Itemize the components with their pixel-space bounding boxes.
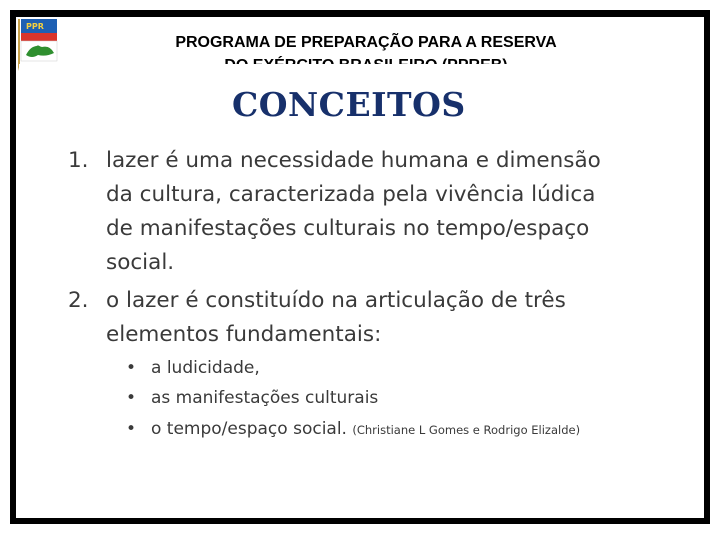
bullet-symbol: •	[126, 388, 137, 408]
list-item-number: 1.	[68, 148, 89, 173]
list-item-line: da cultura, caracterizada pela vivência lúdica	[106, 182, 596, 207]
emblem-text: PPR	[26, 22, 44, 31]
bullet-text: as manifestações culturais	[151, 388, 379, 408]
slide	[16, 17, 704, 518]
list-item-text	[106, 144, 666, 280]
section-title: CONCEITOS	[232, 85, 466, 124]
header-title-line-1: PROGRAMA DE PREPARAÇÃO PARA A RESERVA	[175, 34, 557, 51]
header-title	[86, 31, 646, 61]
list-item-line: lazer é uma necessidade humana e dimensão	[106, 148, 601, 173]
bullet-text-with-citation	[151, 418, 580, 441]
list-item-text	[106, 284, 666, 352]
list-item-number: 2.	[68, 288, 89, 313]
list-item-line: elementos fundamentais:	[106, 322, 382, 347]
citation: (Christiane L Gomes e Rodrigo Elizalde)	[352, 423, 581, 437]
list-item-line: o lazer é constituído na articulação de três	[106, 288, 566, 313]
bullet-text: o tempo/espaço social.	[151, 419, 347, 439]
list-item-line: social.	[106, 250, 175, 275]
list-item-line: de manifestações culturais no tempo/espaço	[106, 216, 590, 241]
bullet-text: a ludicidade,	[151, 358, 260, 378]
bullet-symbol: •	[126, 419, 137, 439]
bullet-symbol: •	[126, 358, 137, 378]
